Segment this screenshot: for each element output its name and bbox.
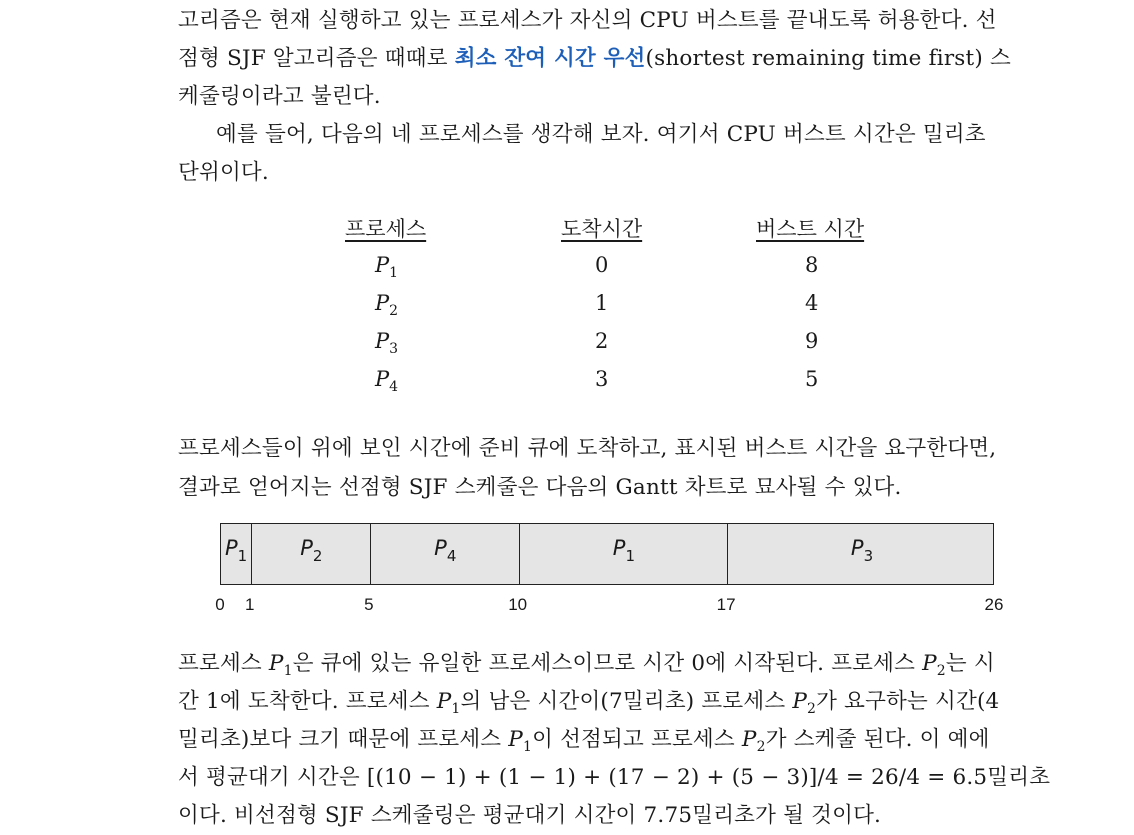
row-4-burst: 5 <box>805 367 819 391</box>
process-ref: $P_1$ <box>268 651 293 679</box>
closing-line-2: 간 1에 도착한다. 프로세스 $P_1$의 남은 시간이(7밀리초) 프로세스 $P_2$가 요구하는 시간(4 <box>178 689 1000 717</box>
gantt-segment-label: $P_3$ <box>850 536 874 565</box>
intro-line-5: 단위이다. <box>178 160 269 185</box>
row-3-process: $P_3$ <box>375 329 399 357</box>
gantt-tick-label: 26 <box>984 595 1004 614</box>
process-ref: $P_2$ <box>792 689 817 717</box>
gantt-segment <box>370 524 519 584</box>
gantt-chart <box>220 523 994 585</box>
gantt-tick-label: 1 <box>245 595 255 614</box>
header-process: 프로세스 <box>345 217 427 241</box>
intro-line-4: 예를 들어, 다음의 네 프로세스를 생각해 보자. 여기서 CPU 버스트 시간은 밀리초 <box>216 122 986 147</box>
process-ref: $P_1$ <box>436 689 461 717</box>
row-1-arrival: 0 <box>595 253 609 277</box>
gantt-segment <box>251 524 370 584</box>
closing-line-4: 서 평균대기 시간은 [(10 − 1) + (1 − 1) + (17 − 2) + (5 − 3)]/4 = 26/4 = 6.5밀리초 <box>178 765 1051 790</box>
intro-line-2-pre: 점형 SJF 알고리즘은 때때로 <box>178 46 455 71</box>
middle-line-2: 결과로 얻어지는 선점형 SJF 스케줄은 다음의 Gantt 차트로 묘사될 수 있다. <box>178 475 902 500</box>
closing-line-1: 프로세스 $P_1$은 큐에 있는 유일한 프로세스이므로 시간 0에 시작된다. 프로세스 $P_2$는 시 <box>178 651 995 679</box>
process-ref: $P_1$ <box>508 727 533 755</box>
intro-line-3: 케줄링이라고 불린다. <box>178 84 381 109</box>
row-3-arrival: 2 <box>595 329 609 353</box>
row-2-arrival: 1 <box>595 291 609 315</box>
emphasis-term: 최소 잔여 시간 우선 <box>454 46 646 71</box>
closing-line-5: 이다. 비선점형 SJF 스케줄링은 평균대기 시간이 7.75밀리초가 될 것이다. <box>178 803 882 828</box>
gantt-segment <box>727 524 995 584</box>
gantt-segment-label: $P_2$ <box>300 536 323 565</box>
process-ref: $P_2$ <box>922 651 946 679</box>
row-3-burst: 9 <box>805 329 819 353</box>
gantt-segment-label: $P_4$ <box>434 536 457 565</box>
gantt-segment <box>221 524 251 584</box>
row-4-process: $P_4$ <box>375 367 399 395</box>
gantt-tick-label: 10 <box>508 595 528 614</box>
gantt-tick-label: 0 <box>215 595 225 614</box>
row-1-process: $P_1$ <box>375 253 399 281</box>
intro-line-1: 고리즘은 현재 실행하고 있는 프로세스가 자신의 CPU 버스트를 끝내도록 허용한다. 선 <box>178 8 997 33</box>
row-4-arrival: 3 <box>595 367 609 391</box>
row-2-burst: 4 <box>805 291 819 315</box>
middle-line-1: 프로세스들이 위에 보인 시간에 준비 큐에 도착하고, 표시된 버스트 시간을 요구한다면, <box>178 436 997 461</box>
gantt-segment <box>519 524 727 584</box>
intro-line-2-post: (shortest remaining time first) 스 <box>645 46 1011 71</box>
header-burst: 버스트 시간 <box>756 217 865 241</box>
row-1-burst: 8 <box>805 253 819 277</box>
gantt-segment-label: $P_1$ <box>612 536 635 565</box>
gantt-segment-label: $P_1$ <box>225 536 248 565</box>
closing-line-3: 밀리초)보다 크기 때문에 프로세스 $P_1$이 선점되고 프로세스 $P_2$가 스케줄 된다. 이 예에 <box>178 727 990 755</box>
intro-line-2 <box>178 41 1011 72</box>
gantt-tick-label: 17 <box>716 595 736 614</box>
row-2-process: $P_2$ <box>375 291 399 319</box>
process-ref: $P_2$ <box>741 727 766 755</box>
header-arrival: 도착시간 <box>561 217 643 241</box>
gantt-tick-label: 5 <box>364 595 374 614</box>
